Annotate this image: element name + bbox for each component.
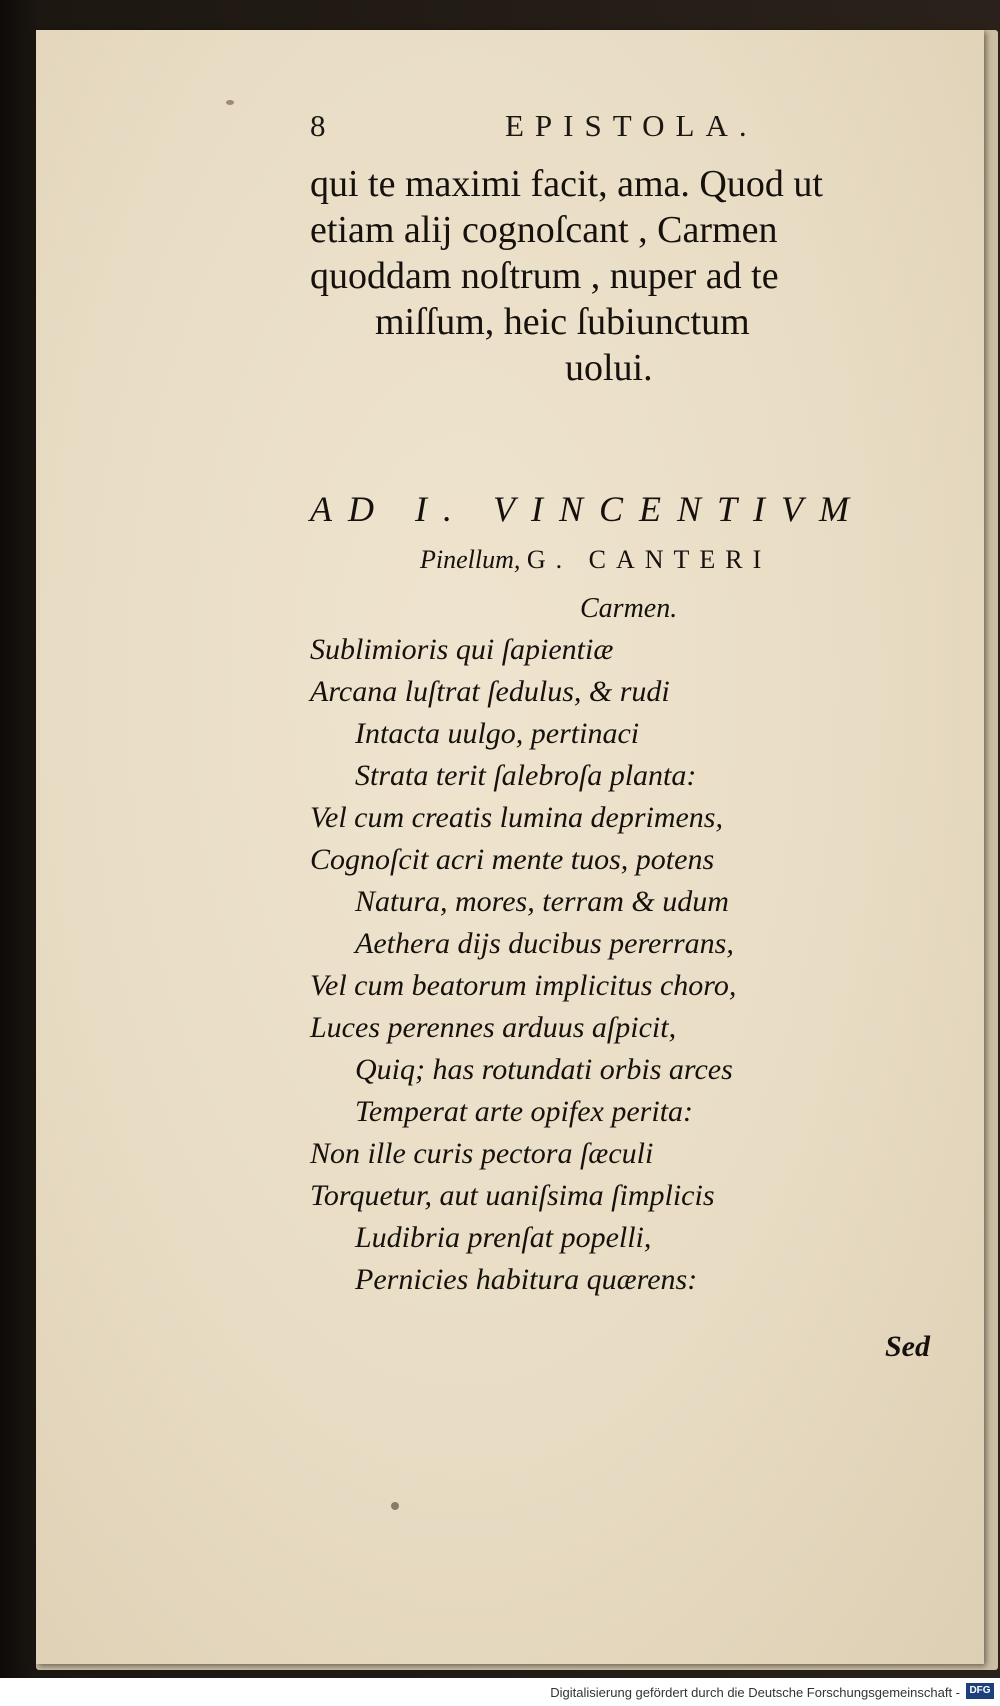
ink-spot (226, 100, 234, 105)
dfg-logo: DFG (966, 1683, 994, 1699)
verse-line: Arcana luſtrat ſedulus, & rudi (310, 675, 670, 708)
prose-line: qui te maximi facit, ama. Quod ut (310, 163, 823, 205)
prose-line: etiam alij cognoſcant , Carmen (310, 209, 778, 251)
prose-line: miſſum, heic ſubiunctum (375, 301, 750, 343)
verse-line: Natura, mores, terram & udum (355, 885, 729, 918)
poem-subtitle-lead: Pinellum, (420, 545, 521, 574)
verse-line: Sublimioris qui ſapientiæ (310, 633, 614, 666)
verse-line: Vel cum beatorum implicitus choro, (310, 969, 737, 1002)
verse-line: Temperat arte opifex perita: (355, 1095, 694, 1128)
verse-line: Luces perennes arduus aſpicit, (310, 1011, 677, 1044)
poem-subtitle (420, 545, 771, 575)
catchword: Sed (885, 1330, 930, 1363)
verse-line: Quiq; has rotundati orbis arces (355, 1053, 733, 1086)
verse-line: Torquetur, aut uaniſsima ſimplicis (310, 1179, 715, 1212)
prose-line: uolui. (565, 347, 653, 389)
verse-line: Ludibria prenſat popelli, (355, 1221, 652, 1254)
verse-line: Cognoſcit acri mente tuos, potens (310, 843, 715, 876)
poem-genre: Carmen. (580, 593, 678, 624)
poem-author: G. CANTERI (526, 545, 772, 574)
prose-line: quoddam noſtrum , nuper ad te (310, 255, 779, 297)
verse-line: Vel cum creatis lumina deprimens, (310, 801, 723, 834)
verse-line: Pernicies habitura quærens: (355, 1263, 698, 1296)
poem-title: AD I. VINCENTIVM (310, 489, 865, 529)
ink-spot (391, 1502, 399, 1510)
verse-line: Strata terit ſalebroſa planta: (355, 759, 697, 792)
verse-line: Non ille curis pectora ſæculi (310, 1137, 654, 1170)
running-title: EPISTOLA. (505, 108, 758, 143)
verse-line: Intacta uulgo, pertinaci (355, 717, 640, 750)
folio-number: 8 (310, 108, 326, 143)
funding-credit: Digitalisierung gefördert durch die Deutsche Forschungsgemeinschaft - (550, 1685, 960, 1700)
verse-line: Aethera dijs ducibus pererrans, (355, 927, 734, 960)
digitization-footer (0, 1678, 1000, 1706)
